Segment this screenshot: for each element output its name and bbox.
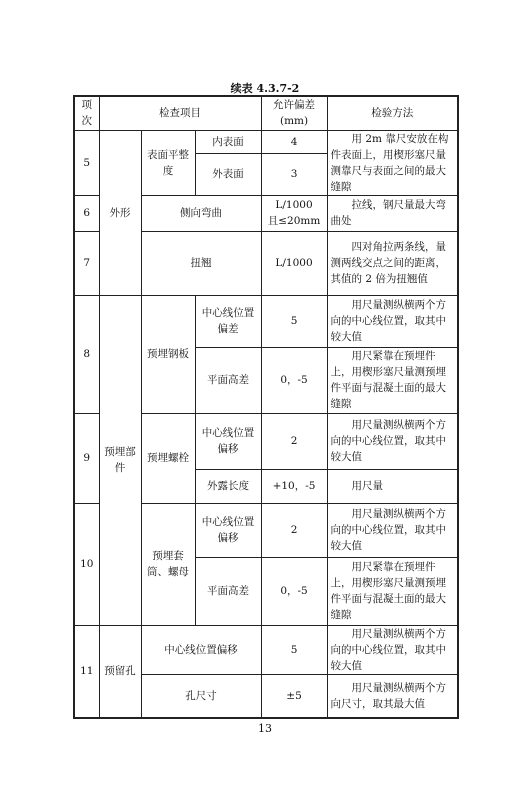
item-cell: 中心线位置偏移 (195, 413, 261, 469)
item-cell: 外露长度 (195, 469, 261, 503)
header-row (74, 96, 458, 130)
method-cell: 四对角拉两条线，量测两线交点之间的距离，其值的 2 倍为扭翘值 (327, 231, 458, 295)
tolerance-cell: 2 (261, 503, 327, 557)
method-cell: 用尺量测纵横两个方向的中心线位置，取其中较大值 (327, 503, 458, 557)
header-tolerance: 允许偏差 (mm) (261, 96, 327, 130)
item-cell: 中心线位置偏差 (195, 295, 261, 347)
sub-item: 表面平整度 (141, 130, 195, 195)
category-reserved: 预留孔 (99, 625, 141, 718)
method-cell: 用 2m 靠尺安放在构件表面上，用楔形塞尺量测靠尺与表面之间的最大缝隙 (327, 130, 458, 195)
table-row (74, 295, 458, 347)
header-item: 检查项目 (99, 96, 261, 130)
table-row (74, 625, 458, 674)
tolerance-cell: ±5 (261, 674, 327, 718)
tolerance-cell: 3 (261, 153, 327, 195)
method-cell: 拉线，钢尺量最大弯曲处 (327, 195, 458, 231)
method-cell: 用尺量 (327, 469, 458, 503)
row-no: 10 (74, 503, 99, 625)
tolerance-cell: +10，-5 (261, 469, 327, 503)
tolerance-cell: 4 (261, 130, 327, 153)
item-cell: 孔尺寸 (141, 674, 261, 718)
item-cell: 外表面 (195, 153, 261, 195)
item-cell: 平面高差 (195, 347, 261, 413)
item-cell: 中心线位置偏移 (141, 625, 261, 674)
row-no: 7 (74, 231, 99, 295)
page-number: 13 (258, 722, 272, 735)
sub-item: 预埋套筒、螺母 (141, 503, 195, 625)
tolerance-cell: 0，-5 (261, 347, 327, 413)
row-no: 8 (74, 295, 99, 413)
sub-item: 预埋螺栓 (141, 413, 195, 503)
item-cell: 中心线位置偏移 (195, 503, 261, 557)
method-cell: 用尺量测纵横两个方向的中心线位置，取其中较大值 (327, 295, 458, 347)
item-cell: 扭翘 (141, 231, 261, 295)
item-cell: 内表面 (195, 130, 261, 153)
inspection-table (73, 95, 459, 719)
header-method: 检验方法 (327, 96, 458, 130)
sub-item: 预埋钢板 (141, 295, 195, 413)
method-cell: 用尺量测纵横两个方向的中心线位置，取其中较大值 (327, 413, 458, 469)
item-cell: 平面高差 (195, 557, 261, 625)
tolerance-cell: L/1000 且≤20mm (261, 195, 327, 231)
method-cell: 用尺量测纵横两个方向尺寸，取其最大值 (327, 674, 458, 718)
row-no: 9 (74, 413, 99, 503)
method-cell: 用尺紧靠在预埋件上，用楔形塞尺量测预埋件平面与混凝土面的最大缝隙 (327, 347, 458, 413)
category-appearance: 外形 (99, 130, 141, 295)
row-no: 6 (74, 195, 99, 231)
category-embedded: 预埋部件 (99, 295, 141, 625)
header-no: 项次 (74, 96, 99, 130)
table-row (74, 130, 458, 153)
row-no: 11 (74, 625, 99, 718)
method-cell: 用尺紧靠在预埋件上，用楔形塞尺量测预埋件平面与混凝土面的最大缝隙 (327, 557, 458, 625)
table-caption: 续表 4.3.7-2 (230, 82, 300, 95)
tolerance-cell: 5 (261, 295, 327, 347)
row-no: 5 (74, 130, 99, 195)
item-cell: 侧向弯曲 (141, 195, 261, 231)
tolerance-cell: 0，-5 (261, 557, 327, 625)
tolerance-cell: L/1000 (261, 231, 327, 295)
method-cell: 用尺量测纵横两个方向的中心线位置，取其中较大值 (327, 625, 458, 674)
tolerance-cell: 2 (261, 413, 327, 469)
tolerance-cell: 5 (261, 625, 327, 674)
